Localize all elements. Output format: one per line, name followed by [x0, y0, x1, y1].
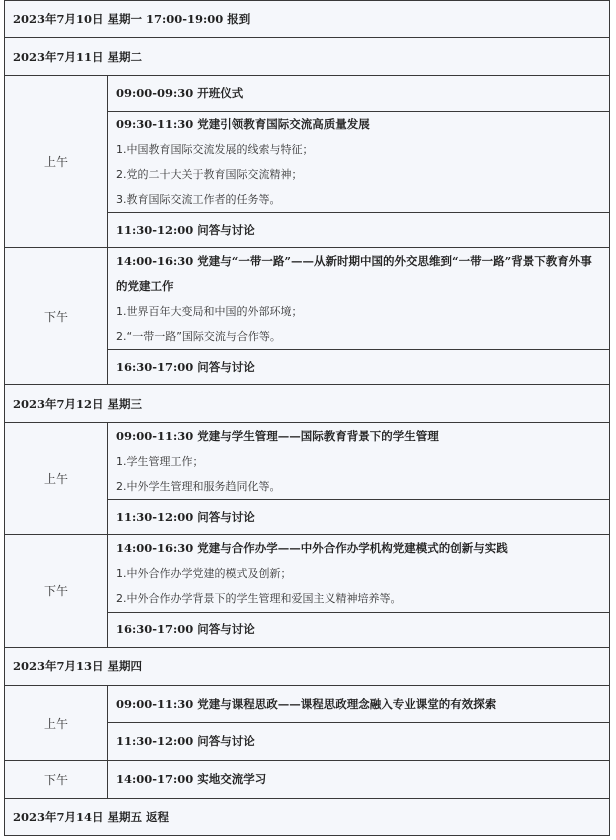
session-item: 1.学生管理工作；: [116, 454, 204, 468]
day-header-jul14: 2023年7月14日 星期五 返程: [5, 798, 610, 835]
slot-afternoon: 下午: [5, 761, 108, 798]
slot-morning: 上午: [5, 76, 108, 248]
session: [108, 111, 610, 213]
session-item: 1.中外合作办学党建的模式及创新；: [116, 566, 292, 580]
session-item: 2.中外合作办学背景下的学生管理和爱国主义精神培养等。: [116, 591, 402, 605]
day-header-jul12: 2023年7月12日 星期三: [5, 385, 610, 423]
session-title: 11:30-12:00 问答与讨论: [116, 222, 255, 237]
session-row: [5, 535, 610, 612]
session-row: [5, 423, 610, 499]
session-title: 16:30-17:00 问答与讨论: [116, 359, 255, 374]
session: [108, 248, 610, 350]
day-row: [5, 38, 610, 76]
day-row: [5, 385, 610, 423]
slot-afternoon: 下午: [5, 248, 108, 385]
session: [108, 499, 610, 534]
session-title: 09:00-11:30 党建与学生管理——国际教育背景下的学生管理: [116, 428, 439, 443]
session: [108, 213, 610, 248]
day-row: [5, 798, 610, 835]
session-item: 1.世界百年大变局和中国的外部环境；: [116, 304, 303, 318]
slot-morning: 上午: [5, 423, 108, 535]
session: [108, 612, 610, 647]
slot-morning: 上午: [5, 685, 108, 760]
session: [108, 685, 610, 722]
session-title: 14:00-17:00 实地交流学习: [116, 772, 267, 787]
session: [108, 723, 610, 761]
session-item: 3.教育国际交流工作者的任务等。: [116, 192, 281, 206]
session-title: 09:30-11:30 党建引领教育国际交流高质量发展: [116, 116, 370, 131]
session-item: 2.中外学生管理和服务趋同化等。: [116, 479, 281, 493]
session-item: 1.中国教育国际交流发展的线索与特征；: [116, 142, 314, 156]
day-header-jul10: 2023年7月10日 星期一 17:00-19:00 报到: [5, 1, 610, 38]
session: [108, 761, 610, 798]
session-title: 14:00-16:30 党建与合作办学——中外合作办学机构党建模式的创新与实践: [116, 540, 508, 555]
session-row: [5, 76, 610, 111]
day-row: [5, 1, 610, 38]
session-title: 11:30-12:00 问答与讨论: [116, 509, 255, 524]
day-row: [5, 647, 610, 685]
session-row: [5, 248, 610, 350]
day-header-jul13: 2023年7月13日 星期四: [5, 647, 610, 685]
session: [108, 535, 610, 612]
session: [108, 350, 610, 385]
session-title: 16:30-17:00 问答与讨论: [116, 622, 255, 637]
session-row: [5, 685, 610, 722]
session-title: 14:00-16:30 党建与“一带一路”——从新时期中国的外交思维到“一带一路”背景下教育外事的党建工作: [116, 253, 592, 293]
day-header-jul11: 2023年7月11日 星期二: [5, 38, 610, 76]
session-title: 09:00-11:30 党建与课程思政——课程思政理念融入专业课堂的有效探索: [116, 696, 497, 711]
session-title: 09:00-09:30 开班仪式: [116, 86, 244, 101]
session: [108, 76, 610, 111]
slot-afternoon: 下午: [5, 535, 108, 648]
session: [108, 423, 610, 499]
schedule-table: [4, 0, 610, 836]
session-row: [5, 761, 610, 798]
session-item: 2.“一带一路”国际交流与合作等。: [116, 329, 281, 343]
session-title: 11:30-12:00 问答与讨论: [116, 734, 255, 749]
session-item: 2.党的二十大关于教育国际交流精神；: [116, 167, 303, 181]
